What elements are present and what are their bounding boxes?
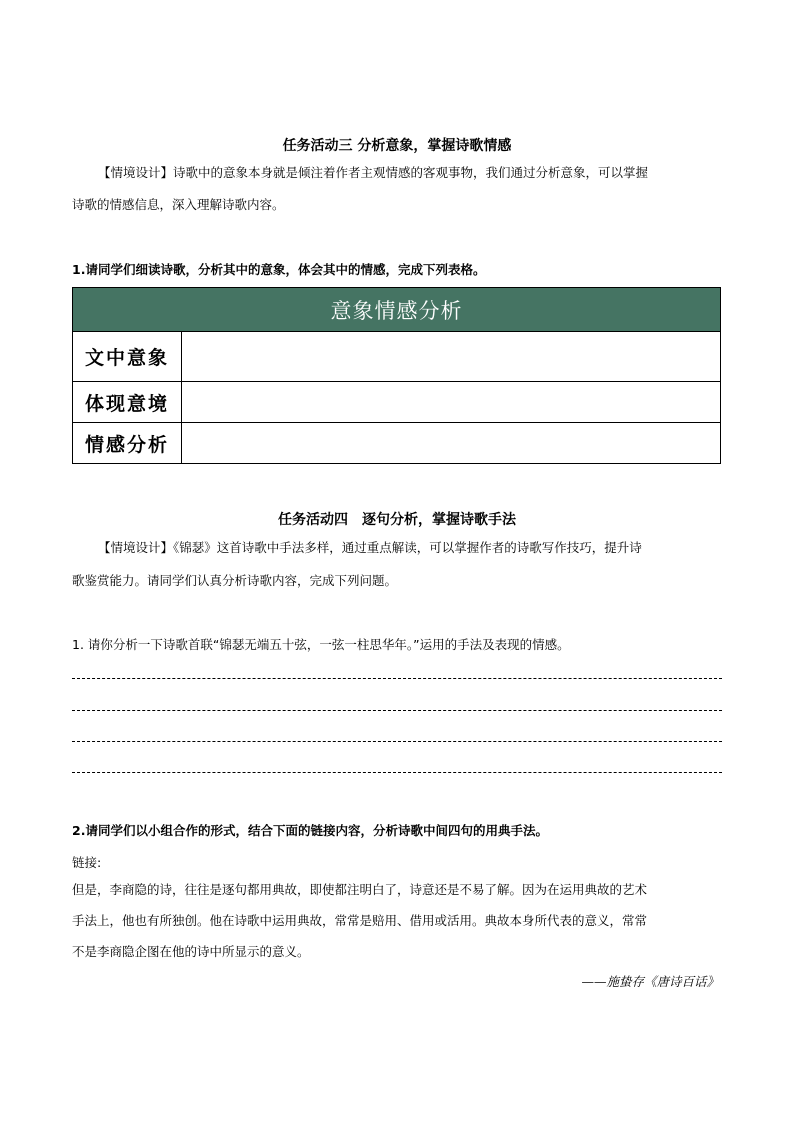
table-header: 意象情感分析: [73, 288, 721, 332]
row-label-emotion: 情感分析: [73, 423, 182, 464]
section4-scenario-line1: 【情境设计】《锦瑟》这首诗歌中手法多样，通过重点解读，可以掌握作者的诗歌写作技巧，提升诗: [98, 540, 642, 555]
link-quote-line1: 但是，李商隐的诗，往往是逐句都用典故，即使都注明白了，诗意还是不易了解。因为在运用典故的艺术: [72, 882, 648, 897]
link-label: 链接:: [72, 855, 102, 870]
section3-title: 任务活动三 分析意象，掌握诗歌情感: [282, 138, 512, 154]
answer-line[interactable]: [72, 772, 722, 773]
link-quote-line2: 手法上，他也有所独创。他在诗歌中运用典故，常常是赔用、借用或活用。典故本身所代表的意义，常常: [72, 913, 648, 928]
answer-line[interactable]: [72, 741, 722, 742]
row-label-mood: 体现意境: [73, 382, 182, 423]
row-label-imagery: 文中意象: [73, 332, 182, 382]
table-row: [73, 423, 721, 464]
section4-question-1: 1. 请你分析一下诗歌首联“锦瑟无端五十弦，一弦一柱思华年。”运用的手法及表现的情感。: [72, 637, 570, 652]
answer-cell-mood[interactable]: [182, 382, 721, 423]
section3-scenario-line2: 诗歌的情感信息，深入理解诗歌内容。: [72, 197, 285, 212]
section4-scenario-line2: 歌鉴赏能力。请同学们认真分析诗歌内容，完成下列问题。: [72, 573, 398, 588]
section3-question-1: 1.请同学们细读诗歌，分析其中的意象，体会其中的情感，完成下列表格。: [72, 262, 486, 277]
answer-line[interactable]: [72, 710, 722, 711]
section3-scenario-line1: 【情境设计】诗歌中的意象本身就是倾注着作者主观情感的客观事物，我们通过分析意象，可以掌握: [98, 165, 649, 180]
section4-question-2: 2.请同学们以小组合作的形式，结合下面的链接内容，分析诗歌中间四句的用典手法。: [72, 823, 548, 838]
answer-line[interactable]: [72, 678, 722, 679]
table-row: [73, 332, 721, 382]
section4-title: 任务活动四 逐句分析，掌握诗歌手法: [278, 512, 516, 528]
imagery-emotion-table: [72, 287, 721, 464]
answer-cell-emotion[interactable]: [182, 423, 721, 464]
quote-attribution: ——施蛰存《唐诗百话》: [581, 974, 719, 989]
answer-cell-imagery[interactable]: [182, 332, 721, 382]
table-row: [73, 382, 721, 423]
link-quote-line3: 不是李商隐企图在他的诗中所显示的意义。: [72, 944, 310, 959]
